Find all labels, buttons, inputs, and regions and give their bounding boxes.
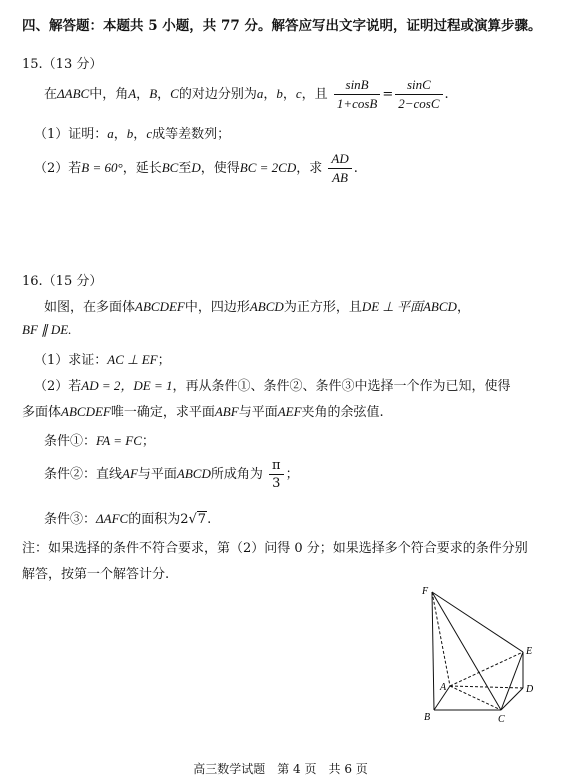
q16-angle-fraction: $\frac{\pi}{3}$ (269, 458, 284, 491)
q15-number: 15.（13 分） (22, 57, 103, 72)
edge-CE (501, 652, 523, 710)
q16-condition-1: 条件①：FA = FC； (44, 433, 155, 449)
vertex-label-E: E (526, 646, 533, 657)
q15-fraction-left: $\frac{\sin B}{1+\cos B}$ (334, 77, 381, 112)
q16-part2-line2: 多面体ABCDEF唯一确定，求平面ABF与平面AEF夹角的余弦值. (22, 404, 384, 420)
q15-part1: （1）证明：a，b，c成等差数列； (34, 126, 231, 142)
vertex-label-C: C (498, 714, 505, 725)
edge-CD (501, 688, 523, 710)
q15-fraction-right: $\frac{\sin C}{2-\cos C}$ (395, 77, 442, 112)
q15-part2: （2）若B = 60°，延长BC至D，使得BC = 2CD，求 $\frac{AD}{AB}$ . (34, 151, 358, 185)
vertex-label-B: B (424, 712, 431, 723)
q16-note-line1: 注：如果选择的条件不符合要求，第（2）问得 0 分；如果选择多个符合要求的条件分别 (22, 541, 528, 556)
vertex-label-A: A (440, 682, 447, 693)
vertex-label-F: F (422, 586, 429, 597)
edge-FA (432, 592, 450, 686)
section-title: 四、解答题：本题共 5 小题，共 77 分。解答应写出文字说明，证明过程或演算步骤。 (22, 18, 542, 34)
edge-AD (450, 686, 523, 688)
q16-note-line2: 解答，按第一个解答计分. (22, 567, 170, 582)
vertex-label-D: D (526, 684, 534, 695)
edge-FE (432, 592, 523, 652)
q16-number: 16.（15 分） (22, 274, 103, 289)
q15-part2-fraction: $\frac{AD}{AB}$ (328, 151, 351, 186)
edge-FB (432, 592, 434, 710)
q16-condition-3: 条件③：ΔAFC的面积为2√7. (44, 511, 212, 527)
edge-AC (450, 686, 501, 710)
q16-part1: （1）求证：AC ⊥ EF； (34, 352, 171, 368)
q16-stem-line2: BF ∥ DE. (22, 322, 72, 337)
q16-part2-line1: （2）若AD = 2，DE = 1，再从条件①、条件②、条件③中选择一个作为已知，使得 (34, 378, 511, 394)
q16-stem-line1: 如图，在多面体ABCDEF中，四边形ABCD为正方形，且DE ⊥ 平面ABCD， (44, 299, 470, 315)
q15-stem: 在ΔABC中，角A，B，C的对边分别为a，b，c，且 $\frac{\sin B}{1+\cos B}$ = $\frac{\sin C}{2-\cos C}$ . (44, 77, 449, 111)
polyhedron-figure (410, 580, 560, 730)
page-footer: 高三数学试题 第 4 页 共 6 页 (193, 762, 368, 776)
q16-condition-2: 条件②：直线AF与平面ABCD所成角为 $\frac{\pi}{3}$ ； (44, 458, 299, 491)
